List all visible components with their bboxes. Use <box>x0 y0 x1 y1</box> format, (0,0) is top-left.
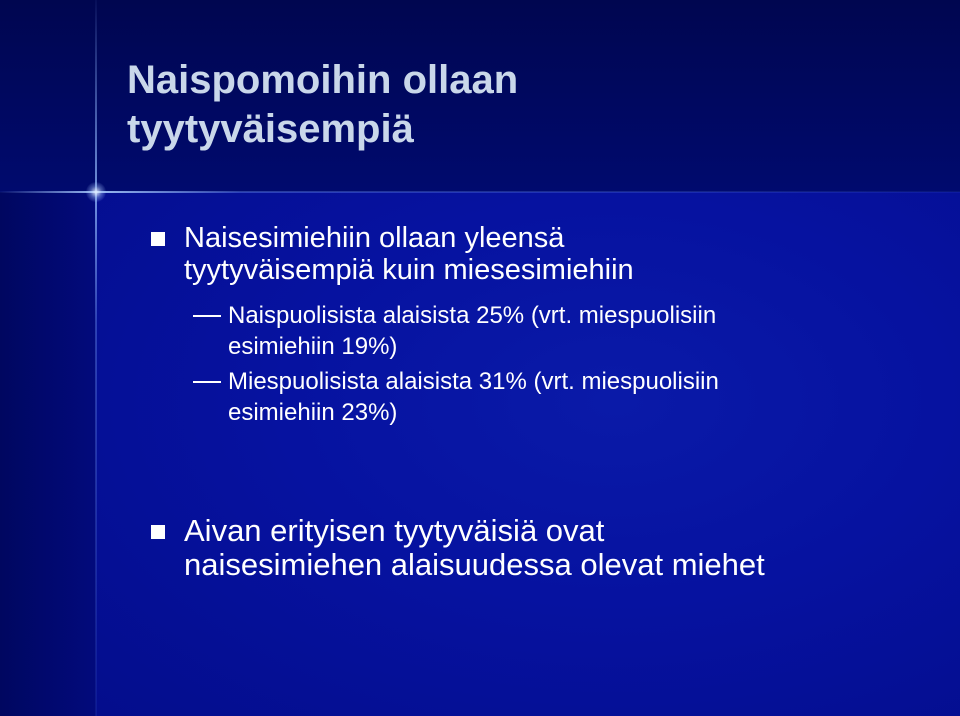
left-band-background <box>0 192 96 716</box>
sub-bullet-2-line-1: Miespuolisista alaisista 31% (vrt. miespuolisiin <box>228 368 719 395</box>
bullet-1-line-1: Naisesimiehiin ollaan yleensä <box>184 222 565 254</box>
slide-title-line-1: Naispomoihin ollaan <box>127 58 519 102</box>
sub-bullet-2-text <box>228 366 719 428</box>
bullet-2-text <box>184 514 765 582</box>
slide-title <box>127 56 518 154</box>
sub-bullet-2-line-2: esimiehiin 23%) <box>228 399 398 426</box>
horizontal-accent-line <box>0 191 960 193</box>
slide-title-line-2: tyytyväisempiä <box>127 107 414 151</box>
bullet-1-line-2: tyytyväisempiä kuin miesesimiehiin <box>184 254 634 286</box>
bullet-1-text <box>184 222 634 286</box>
square-bullet-icon <box>151 525 165 539</box>
sub-bullet-1-line-2: esimiehiin 19%) <box>228 333 398 360</box>
sub-bullet-1-text <box>228 300 716 362</box>
square-bullet-icon <box>151 232 165 246</box>
bullet-2-line-2: naisesimiehen alaisuudessa olevat miehet <box>184 547 765 582</box>
sparkle-icon <box>86 182 106 202</box>
vertical-accent-line <box>95 0 97 716</box>
bullet-2-line-1: Aivan erityisen tyytyväisiä ovat <box>184 513 605 548</box>
dash-bullet-icon <box>193 381 221 383</box>
sub-bullet-1-line-1: Naispuolisista alaisista 25% (vrt. miespuolisiin <box>228 302 717 329</box>
dash-bullet-icon <box>193 315 221 317</box>
